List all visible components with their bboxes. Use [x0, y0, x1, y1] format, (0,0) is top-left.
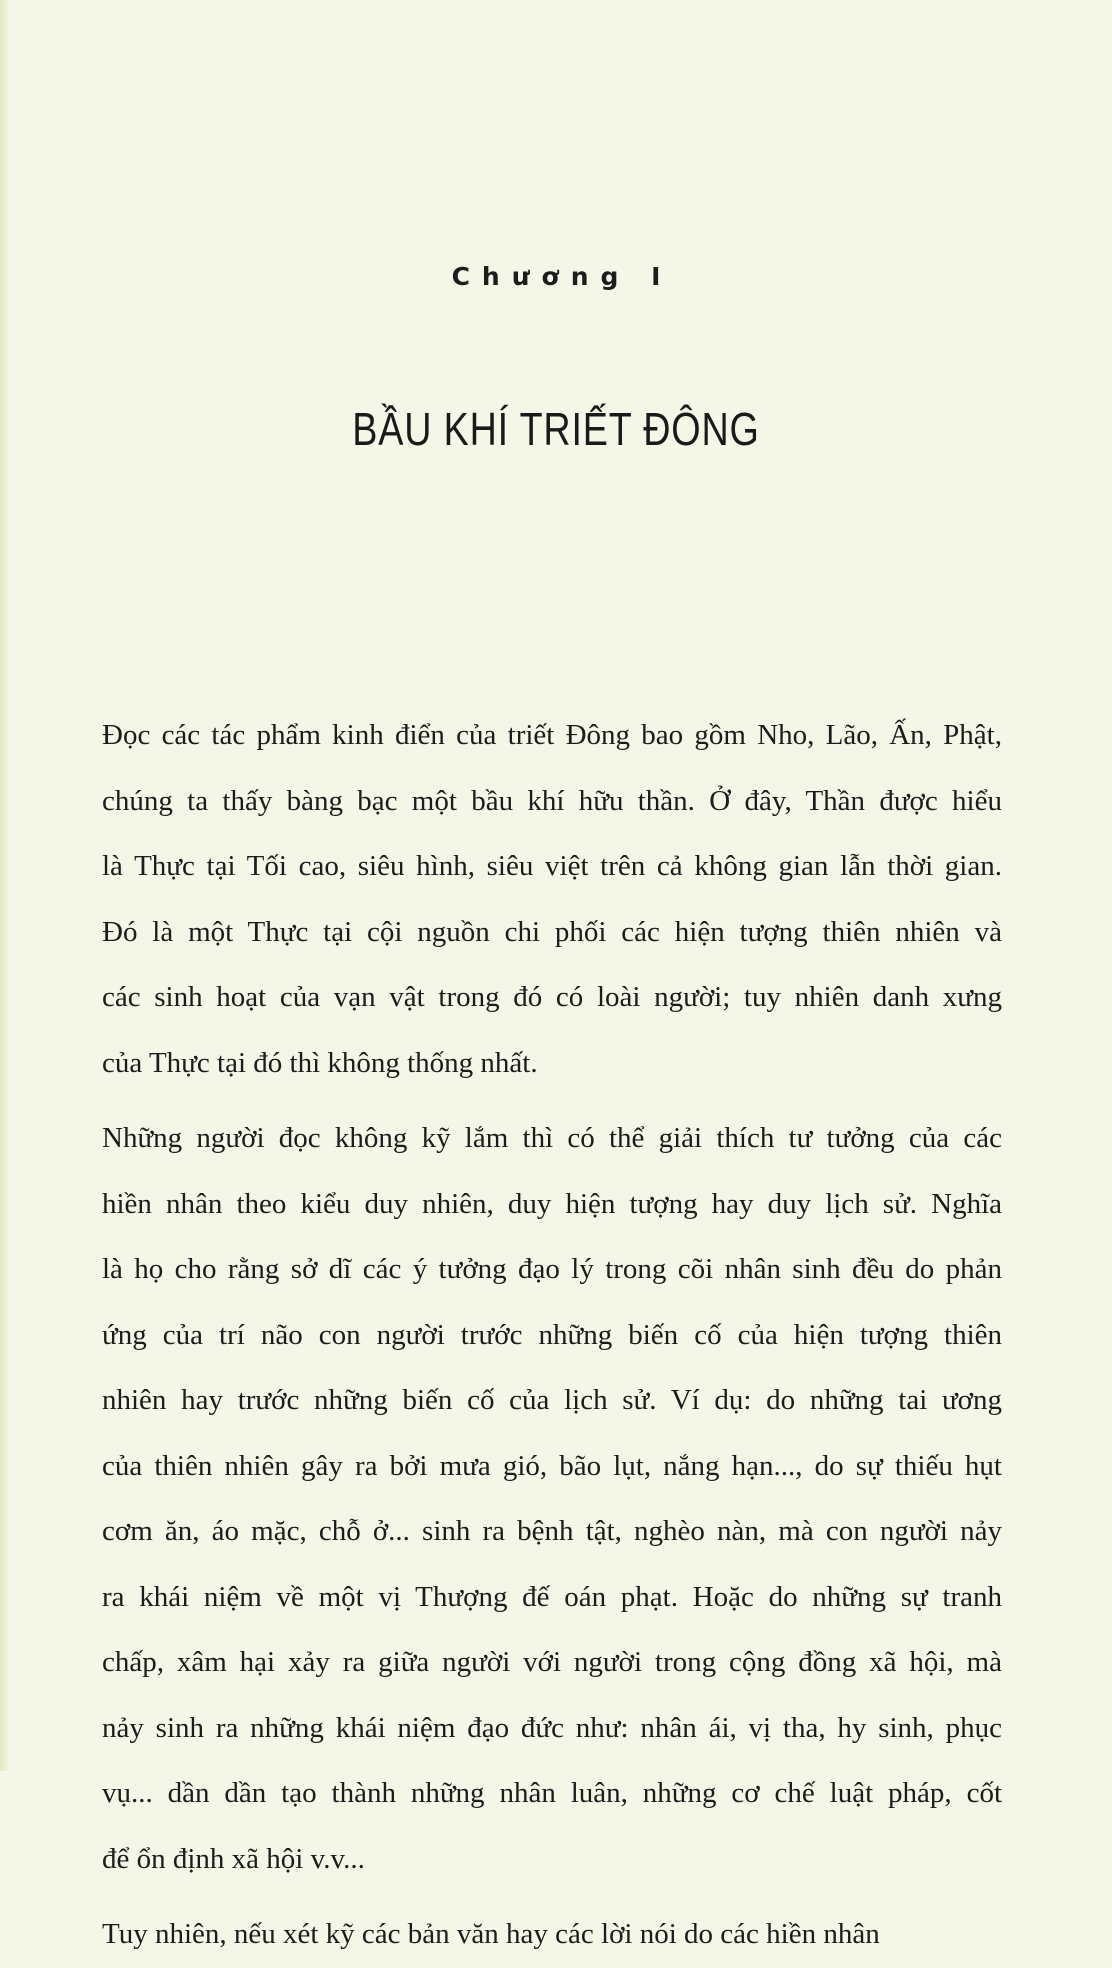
text-line: là họ cho rằng sở dĩ các ý tưởng đạo lý trong cõi nhân sinh đều do phản: [102, 1253, 1002, 1285]
text-line: vụ... dần dần tạo thành những nhân luân, những cơ chế luật pháp, cốt: [102, 1777, 1002, 1809]
text-line: là Thực tại Tối cao, siêu hình, siêu việt trên cả không gian lẫn thời gian.: [102, 850, 1002, 882]
text-line: của Thực tại đó thì không thống nhất.: [102, 1046, 538, 1079]
text-line: chấp, xâm hại xảy ra giữa người với người trong cộng đồng xã hội, mà: [102, 1646, 1002, 1678]
paragraph-1: [102, 703, 1002, 1096]
text-line: ứng của trí não con người trước những biến cố của hiện tượng thiên: [102, 1318, 1002, 1351]
text-line: để ổn định xã hội v.v...: [102, 1842, 365, 1875]
text-line: nhiên hay trước những biến cố của lịch sử. Ví dụ: do những tai ương: [102, 1384, 1002, 1416]
text-line: cơm ăn, áo mặc, chỗ ở... sinh ra bệnh tật, nghèo nàn, mà con người nảy: [102, 1515, 1002, 1547]
text-line: Tuy nhiên, nếu xét kỹ các bản văn hay các lời nói do các hiền nhân: [102, 1918, 880, 1950]
body-text: [102, 703, 1002, 1968]
chapter-title: BẦU KHÍ TRIẾT ĐÔNG: [352, 403, 760, 455]
text-line: chúng ta thấy bàng bạc một bầu khí hữu thần. Ở đây, Thần được hiểu: [102, 784, 1002, 817]
text-line: của thiên nhiên gây ra bởi mưa gió, bão lụt, nắng hạn..., do sự thiếu hụt: [102, 1449, 1002, 1482]
paragraph-2: [102, 1106, 1002, 1892]
paragraph-3: [102, 1902, 1002, 1968]
text-line: hiền nhân theo kiểu duy nhiên, duy hiện tượng hay duy lịch sử. Nghĩa: [102, 1187, 1002, 1220]
text-line: Đọc các tác phẩm kinh điển của triết Đông bao gồm Nho, Lão, Ấn, Phật,: [102, 719, 1002, 751]
text-line: Những người đọc không kỹ lắm thì có thể giải thích tư tưởng của các: [102, 1122, 1002, 1154]
text-line: các sinh hoạt của vạn vật trong đó có loài người; tuy nhiên danh xưng: [102, 981, 1002, 1013]
text-line: Đó là một Thực tại cội nguồn chi phối các hiện tượng thiên nhiên và: [102, 915, 1002, 948]
chapter-label: Chương I: [451, 262, 673, 291]
text-line: nảy sinh ra những khái niệm đạo đức như: nhân ái, vị tha, hy sinh, phục: [102, 1711, 1002, 1744]
text-line: ra khái niệm về một vị Thượng đế oán phạt. Hoặc do những sự tranh: [102, 1580, 1002, 1613]
